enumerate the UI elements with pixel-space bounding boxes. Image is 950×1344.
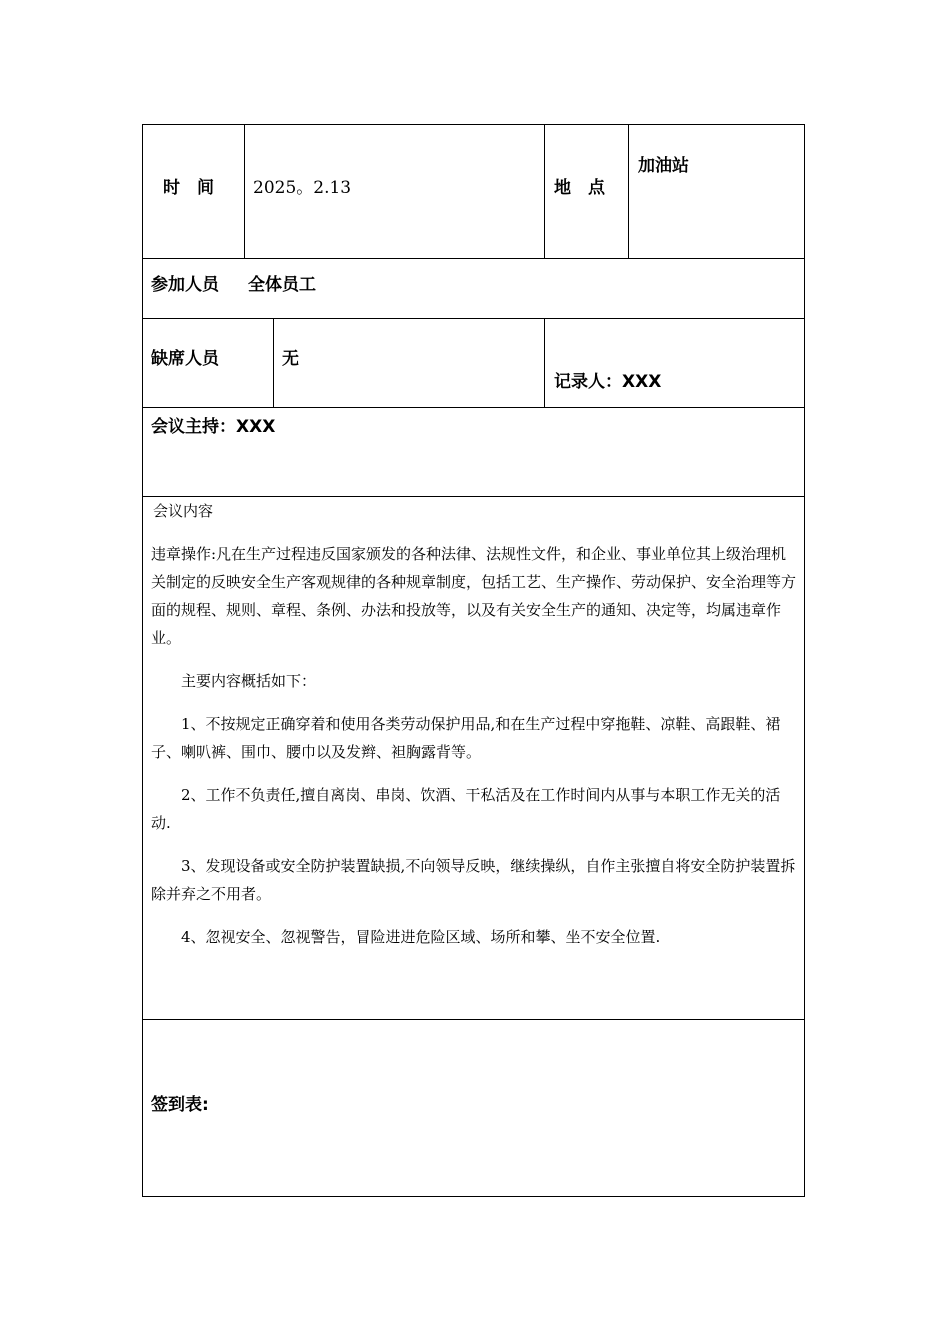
row-divider: [143, 258, 804, 259]
meeting-host: 会议主持：XXX: [151, 417, 276, 437]
col-divider: [273, 318, 274, 407]
col-divider: [544, 125, 545, 258]
attendees-label: 参加人员: [151, 275, 219, 295]
place-label: 地 点: [554, 178, 605, 198]
recorder: 记录人：XXX: [554, 372, 662, 392]
row-divider: [143, 318, 804, 319]
time-value: 2025。2.13: [253, 178, 352, 198]
col-divider: [628, 125, 629, 258]
attendees-value: 全体员工: [248, 275, 316, 295]
signin-label: 签到表:: [151, 1095, 209, 1115]
place-value: 加油站: [638, 156, 689, 176]
content-item: 3、发现设备或安全防护装置缺损,不向领导反映，继续操纵，自作主张擅自将安全防护装置拆除并弃之不用者。: [151, 857, 796, 903]
col-divider: [544, 318, 545, 407]
row-divider: [143, 1019, 804, 1020]
content-summary: 主要内容概括如下：: [181, 672, 317, 690]
meeting-record-table: [142, 124, 805, 1197]
meeting-content: [151, 540, 799, 966]
row-divider: [143, 496, 804, 497]
content-intro: 违章操作:凡在生产过程违反国家颁发的各种法律、法规性文件，和企业、事业单位其上级治理机关制定的反映安全生产客观规律的各种规章制度，包括工艺、生产操作、劳动保护、安全治理等方面的规程、规则、章程、条例、办法和投放等，以及有关安全生产的通知、决定等，均属违章作业。: [151, 545, 797, 647]
absent-label: 缺席人员: [151, 349, 219, 369]
content-heading: 会议内容: [153, 502, 214, 520]
row-divider: [143, 407, 804, 408]
content-item: 1、不按规定正确穿着和使用各类劳动保护用品,和在生产过程中穿拖鞋、凉鞋、高跟鞋、裙子、喇叭裤、围巾、腰巾以及发辫、袒胸露背等。: [151, 715, 781, 761]
content-item: 2、工作不负责任,擅自离岗、串岗、饮酒、干私活及在工作时间内从事与本职工作无关的活动.: [151, 786, 781, 832]
content-item: 4、忽视安全、忽视警告，冒险进进危险区域、场所和攀、坐不安全位置.: [181, 928, 661, 946]
time-label: 时 间: [163, 178, 214, 198]
col-divider: [244, 125, 245, 258]
absent-value: 无: [282, 349, 299, 369]
